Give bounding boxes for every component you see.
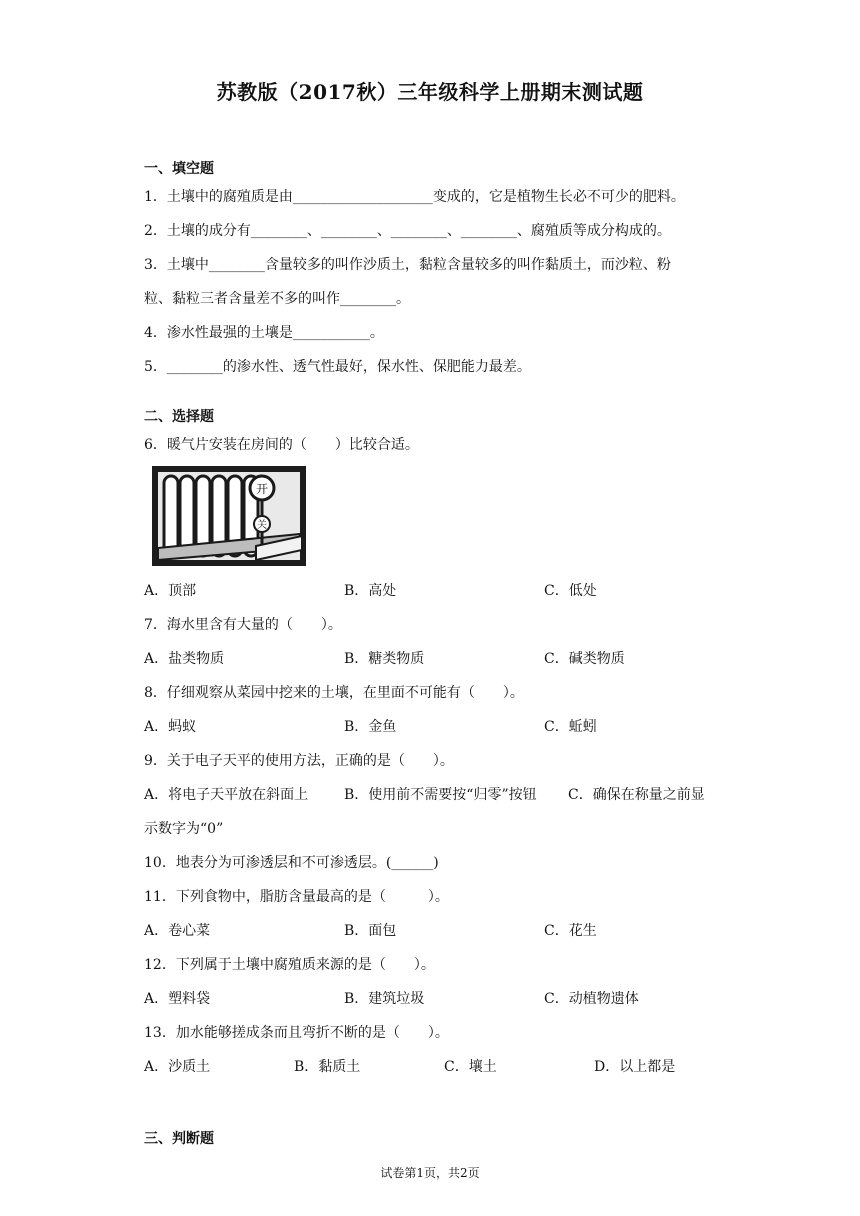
q11-option-b: B．面包 (344, 923, 397, 939)
valve-close-label: 关 (257, 520, 267, 531)
q6-option-c: C．低处 (544, 583, 597, 599)
q6-option-a: A．顶部 (144, 583, 197, 599)
q8-option-b: B．金鱼 (344, 719, 397, 735)
radiator-figure (150, 464, 308, 568)
q7-option-c: C．碱类物质 (544, 651, 625, 667)
q8-option-c: C．蚯蚓 (544, 719, 597, 735)
section-heading-judge: 三、判断题 (144, 1131, 214, 1147)
q12-option-c: C．动植物遗体 (544, 991, 639, 1007)
q7-option-b: B．糖类物质 (344, 651, 425, 667)
page-title: 苏教版（2017秋）三年级科学上册期末测试题 (216, 80, 644, 104)
question-8: 8．仔细观察从菜园中挖来的土壤，在里面不可能有（ ）。 (144, 685, 524, 701)
valve-open-label: 开 (255, 482, 269, 496)
page-footer: 试卷第1页，共2页 (380, 1166, 480, 1180)
question-11: 11．下列食物中，脂肪含量最高的是（ ）。 (144, 889, 449, 905)
question-12: 12．下列属于土壤中腐殖质来源的是（ ）。 (144, 957, 435, 973)
question-10: 10．地表分为可渗透层和不可渗透层。(______) (144, 855, 439, 871)
q13-option-c: C．壤土 (444, 1059, 497, 1075)
question-2: 2．土壤的成分有________、________、________、________、腐殖质等成分构成的。 (144, 223, 671, 239)
q7-option-a: A．盐类物质 (144, 651, 225, 667)
q6-option-b: B．高处 (344, 583, 397, 599)
question-5: 5．________的渗水性、透气性最好，保水性、保肥能力最差。 (144, 359, 531, 375)
question-7: 7．海水里含有大量的（ ）。 (144, 617, 342, 633)
q11-option-a: A．卷心菜 (144, 923, 211, 939)
q13-option-b: B．黏质土 (294, 1059, 361, 1075)
q12-option-a: A．塑料袋 (144, 991, 211, 1007)
question-3-continued: 粒、黏粒三者含量差不多的叫作________。 (144, 291, 410, 307)
q11-option-c: C．花生 (544, 923, 597, 939)
q13-option-d: D．以上都是 (594, 1059, 676, 1075)
q12-option-b: B．建筑垃圾 (344, 991, 425, 1007)
question-3: 3．土壤中________含量较多的叫作沙质土，黏粒含量较多的叫作黏质土，而沙粒、粉 (144, 257, 671, 273)
question-4: 4．渗水性最强的土壤是___________。 (144, 325, 384, 341)
q9-option-b: B．使用前不需要按“归零”按钮 (344, 787, 537, 803)
q8-option-a: A．蚂蚁 (144, 719, 197, 735)
question-1: 1．土壤中的腐殖质是由____________________变成的，它是植物生长必不可少的肥料。 (144, 189, 685, 205)
section-heading-choice: 二、选择题 (144, 409, 214, 425)
question-13: 13．加水能够搓成条而且弯折不断的是（ ）。 (144, 1025, 449, 1041)
section-heading-fill: 一、填空题 (144, 161, 214, 177)
q9-option-a: A．将电子天平放在斜面上 (144, 787, 309, 803)
question-6: 6．暖气片安装在房间的（ ）比较合适。 (144, 437, 419, 453)
q13-option-a: A．沙质土 (144, 1059, 211, 1075)
question-9: 9．关于电子天平的使用方法，正确的是（ ）。 (144, 753, 454, 769)
q9-option-c-continued: 示数字为“0” (144, 821, 224, 837)
q9-option-c: C．确保在称量之前显 (568, 787, 705, 803)
